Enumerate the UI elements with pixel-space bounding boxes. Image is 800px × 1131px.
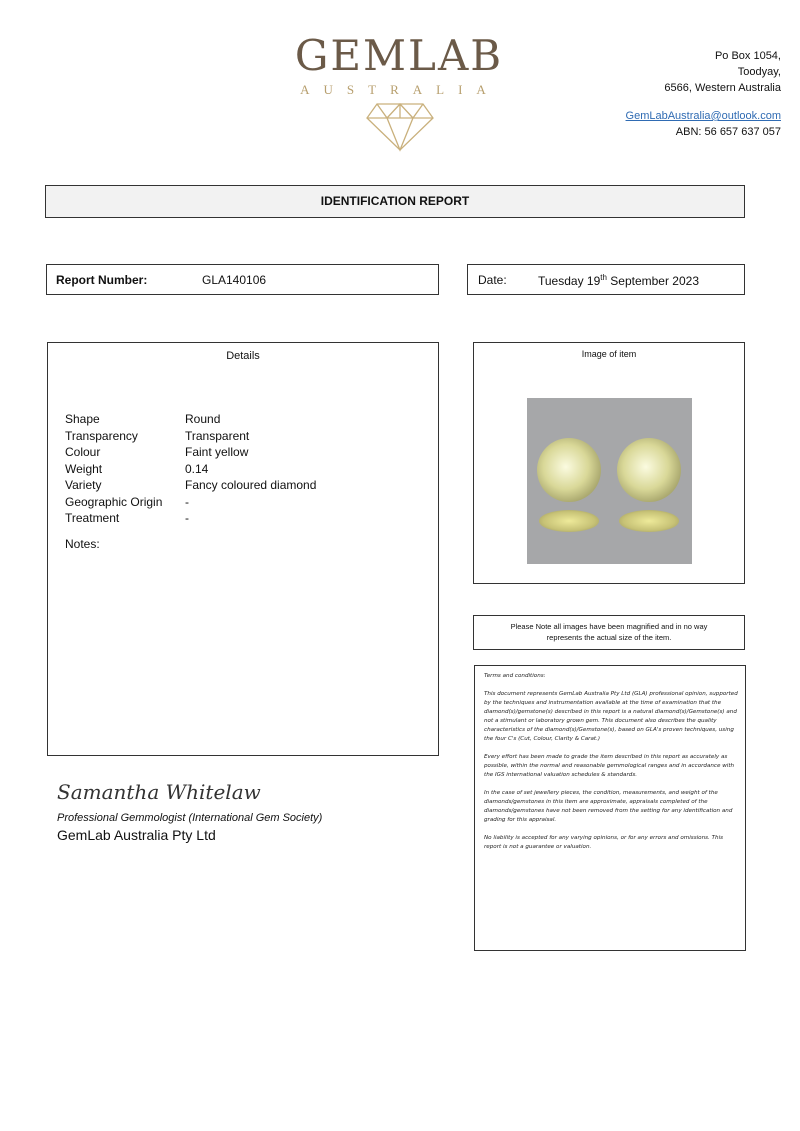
date-day: Tuesday 19 <box>538 274 601 288</box>
terms-heading: Terms and conditions: <box>484 673 546 679</box>
report-title: IDENTIFICATION REPORT <box>45 185 745 218</box>
logo-subtitle: AUSTRALIA <box>300 82 500 97</box>
company-address <box>626 48 781 140</box>
detail-row <box>65 411 316 428</box>
report-number-label: Report Number: <box>56 273 148 287</box>
report-number-box <box>46 264 439 295</box>
detail-key: Shape <box>65 412 100 426</box>
date-suffix: th <box>600 273 607 282</box>
report-date <box>538 273 699 288</box>
notes-label: Notes: <box>65 536 100 551</box>
detail-row <box>65 510 316 527</box>
details-list <box>65 411 316 552</box>
detail-row <box>65 428 316 445</box>
reflection-left <box>539 510 599 532</box>
terms-paragraph: Every effort has been made to grade the item described in this report as accurately as possible, within the normal and reasonable gemmological ranges and in accordance with the IGS international valuation schedules & standards. <box>484 754 735 778</box>
detail-row <box>65 461 316 478</box>
detail-key: Variety <box>65 478 102 492</box>
diamond-left <box>537 438 601 502</box>
detail-value: - <box>185 511 189 525</box>
magnification-note: Please Note all images have been magnified and in no way represents the actual size of the item. <box>473 615 745 650</box>
details-heading: Details <box>226 350 260 362</box>
image-panel <box>473 342 745 584</box>
abn: ABN: 56 657 637 057 <box>675 126 781 138</box>
terms-text <box>484 672 740 861</box>
detail-value: Faint yellow <box>185 445 249 459</box>
gem-photo <box>527 398 692 564</box>
reflection-right <box>619 510 679 532</box>
detail-key: Colour <box>65 445 101 459</box>
detail-value: Fancy coloured diamond <box>185 478 317 492</box>
terms-paragraph: This document represents GemLab Australia Pty Ltd (GLA) professional opinion, supported by the techniques and instrumentation available at the time of examination that the diamond(s)/gemstone(s) described in this report is a natural diamond(s)/Gemstone(s) and not a stimulant or laboratory grown gem. This document also describes the quality characteristics of the diamond(s)/Gemstone(s), based on GLA's proven techniques, using the four C's (Cut, Colour, Clarity & Carat.) <box>484 691 738 742</box>
signatory-title: Professional Gemmologist (International Gem Society) <box>57 812 323 824</box>
detail-key: Weight <box>65 461 103 476</box>
diamond-logo-icon <box>365 102 435 152</box>
detail-row <box>65 477 316 494</box>
company-name: GemLab Australia Pty Ltd <box>57 827 216 843</box>
terms-paragraph: In the case of set jewellery pieces, the condition, measurements, and weight of the diamonds/gemstones in this item are approximate, appraisals completed of the diamonds/gemstones have not been removed from the setting for any identification and grading for this appraisal. <box>484 790 733 823</box>
address-line: Po Box 1054, <box>714 50 781 62</box>
detail-value: 0.14 <box>185 461 209 476</box>
detail-key: Treatment <box>65 511 120 525</box>
address-line: Toodyay, <box>737 66 781 78</box>
detail-row <box>65 444 316 461</box>
date-box <box>467 264 745 295</box>
detail-key: Geographic Origin <box>65 494 163 509</box>
signature: Samantha Whitelaw <box>57 780 261 804</box>
detail-value: - <box>185 494 189 509</box>
date-label: Date: <box>478 273 507 287</box>
terms-paragraph: No liability is accepted for any varying opinions, or for any errors and omissions. This report is not a guarantee or valuation. <box>484 835 724 850</box>
image-heading: Image of item <box>581 349 637 359</box>
detail-value: Transparent <box>185 428 250 443</box>
detail-value: Round <box>185 412 221 426</box>
diamond-right <box>617 438 681 502</box>
date-month-year: September 2023 <box>606 274 699 288</box>
detail-row <box>65 494 316 511</box>
logo: GEMLAB <box>294 31 504 80</box>
address-line: 6566, Western Australia <box>664 82 781 94</box>
email-link[interactable]: GemLabAustralia@outlook.com <box>625 110 781 122</box>
detail-key: Transparency <box>65 428 138 443</box>
report-number: GLA140106 <box>202 273 267 287</box>
